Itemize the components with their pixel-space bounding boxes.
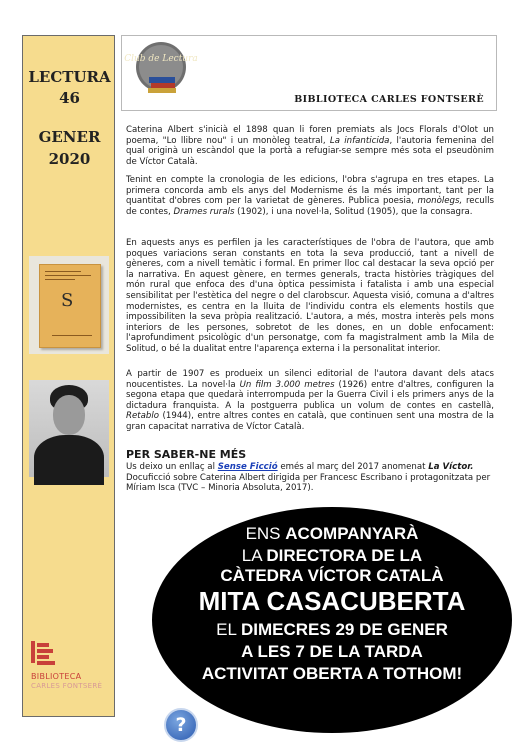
- announcement-oval: [152, 507, 512, 733]
- announcement-line-2: LA DIRECTORA DE LA: [241, 546, 423, 565]
- author-portrait: [29, 380, 109, 477]
- announcement-time: A LES 7 DE LA TARDA: [241, 642, 423, 661]
- lectura-number: 46: [59, 89, 80, 107]
- library-logo-text: BIBLIOTECA: [31, 672, 82, 681]
- announcement-line-1: ENS ACOMPANYARÀ: [245, 524, 419, 543]
- speaker-name: MITA CASACUBERTA: [198, 586, 466, 616]
- lectura-label: LECTURA: [28, 68, 111, 86]
- paragraph-1: Caterina Albert s'inicià el 1898 quan li foren premiats als Jocs Florals d'Olot un poema, "Lo llibre nou" i un monòleg teatral, La infanticida, l'autoria femenina del qual originà un escàndol que la portà a refugiar-se sempre més sota el pseudònim de Víctor Català.: [126, 125, 494, 167]
- logo-text: Club de Lectura: [124, 54, 198, 64]
- paragraph-3: En aquests anys es perfilen ja les característiques de l'obra de l'autora, que amb poques variacions seran constants en tota la seva producció, tant a nivell de gèneres, com a nivell temàtic i formal. En primer lloc cal destacar la seva opció per la narrativa. En aquest gènere, en termes generals, tracta històries tràgiques del món rural que enfoca des d'una òptica pessimista i fatalista i amb una especial sensibilitat per l'estètica del negre o del clarobscur. Aquesta visió, comuna a d'altres modernistes, es centra en la lluita de l'individu contra els elements hostils que impossibiliten la seva pròpia realització. L'autora, a més, mostra interès pels mons interiors de les persones, sobretot de les dones, en un doble enfocament: l'aprofundiment psicològic d'un personatge, com fa magistralment amb la Mila de Solitud, o bé la dualitat entre l'aparença externa i la personalitat interior.: [126, 238, 494, 354]
- month-label: GENER: [38, 128, 101, 146]
- header-box: [121, 35, 497, 111]
- library-logo-subtext: CARLES FONTSERÈ: [31, 682, 103, 690]
- club-de-lectura-logo: [124, 39, 198, 99]
- announcement-open: ACTIVITAT OBERTA A TOTHOM!: [201, 664, 463, 683]
- library-logo-icon: [31, 641, 55, 667]
- paragraph-2: Tenint en compte la cronologia de les edicions, l'obra s'agrupa en tres etapes. La primera concorda amb els anys del Modernisme és la més important, tant per la quantitat d'obres com per la varietat de gèneres. Publica poesia, monòlegs, reculls de contes, Drames rurals (1902), i una novel·la, Solitud (1905), que la consagra.: [126, 175, 494, 217]
- library-title: BIBLIOTECA CARLES FONTSERÈ: [294, 94, 484, 105]
- sense-ficcio-link[interactable]: Sense Ficció: [217, 462, 278, 472]
- help-icon[interactable]: ?: [164, 708, 198, 742]
- announcement-date: EL DIMECRES 29 DE GENER: [216, 620, 448, 639]
- book-cover-image: [29, 256, 109, 354]
- per-saber-title: PER SABER-NE MÉS: [126, 448, 247, 461]
- paragraph-4: A partir de 1907 es produeix un silenci editorial de l'autora davant dels atacs noucentistes. La novel·la Un film 3.000 metres (1926) entre d'altres, configuren la segona etapa que quedarà interrompuda per la Guerra Civil i els primers anys de la dictadura franquista. A la postguerra publica un volum de contes en castellà, Retablo (1944), entre altres contes en català, que continuen sent una mostra de la gran capacitat narrativa de Víctor Català.: [126, 369, 494, 432]
- per-saber-text: Us deixo un enllaç al Sense Ficció emés al març del 2017 anomenat La Víctor. Docuficció sobre Caterina Albert dirigida per Francesc Escribano i protagonitzata per Míriam Isca (TVC – Minoria Absoluta, 2017).: [126, 462, 491, 494]
- sidebar: [22, 35, 115, 717]
- announcement-line-3: CÀTEDRA VÍCTOR CATALÀ: [220, 566, 444, 585]
- book-cover-letter: S: [61, 290, 74, 311]
- year-label: 2020: [48, 150, 91, 168]
